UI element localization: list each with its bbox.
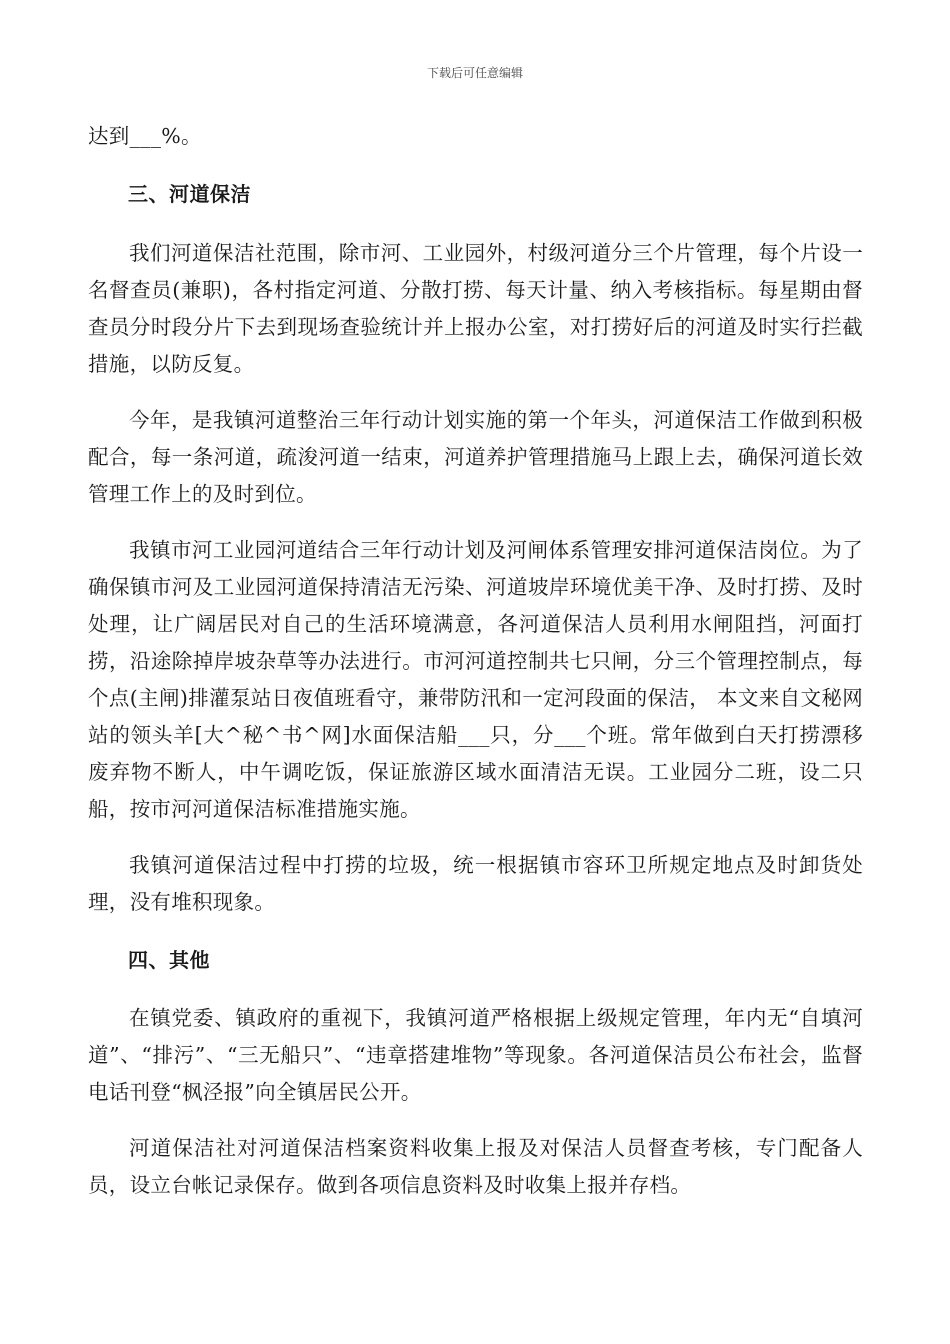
page-header: 下载后可任意编辑 — [426, 66, 523, 80]
paragraph: 今年，是我镇河道整治三年行动计划实施的第一个年头，河道保洁工作做到积极配合，每一条河道，疏浚河道一结束，河道养护管理措施马上跟上去，确保河道长效管理工作上的及时到位。 — [88, 408, 863, 506]
section-heading-4: 四、其他 — [128, 948, 210, 972]
paragraph: 我镇河道保洁过程中打捞的垃圾，统一根据镇市容环卫所规定地点及时卸货处理，没有堆积现象。 — [88, 853, 863, 914]
paragraph: 我镇市河工业园河道结合三年行动计划及河闸体系管理安排河道保洁岗位。为了确保镇市河及工业园河道保持清洁无污染、河道坡岸环境优美干净、及时打捞、及时处理，让广阔居民对自己的生活环境满意，各河道保洁人员利用水闸阻挡，河面打捞，沿途除掉岸坡杂草等办法进行。市河河道控制共七只闸，分三个管理控制点，每个点(主闸)排灌泵站日夜值班看守，兼带防汛和一定河段面的保洁， 本文来自文秘网站的领头羊[大^秘^书^网]水面保洁船___只，分___个班。常年做到白天打捞漂移废弃物不断人，中午调吃饭，保证旅游区域水面清洁无误。工业园分二班，设二只船，按市河河道保洁标准措施实施。 — [88, 538, 863, 821]
document-body — [88, 118, 863, 1204]
paragraph: 在镇党委、镇政府的重视下，我镇河道严格根据上级规定管理，年内无“自填河道”、“排污”、“三无船只”、“违章搭建堆物”等现象。各河道保洁员公布社会，监督电话刊登“枫泾报”向全镇居民公开。 — [88, 1006, 863, 1104]
paragraph: 我们河道保洁社范围，除市河、工业园外，村级河道分三个片管理，每个片设一名督查员(兼职)，各村指定河道、分散打捞、每天计量、纳入考核指标。每星期由督查员分时段分片下去到现场查验统计并上报办公室，对打捞好后的河道及时实行拦截措施，以防反复。 — [88, 241, 863, 376]
paragraph: 河道保洁社对河道保洁档案资料收集上报及对保洁人员督查考核，专门配备人员，设立台帐记录保存。做到各项信息资料及时收集上报并存档。 — [88, 1136, 863, 1197]
section-heading-3: 三、河道保洁 — [128, 182, 251, 206]
opening-fragment: 达到___%。 — [88, 124, 202, 148]
